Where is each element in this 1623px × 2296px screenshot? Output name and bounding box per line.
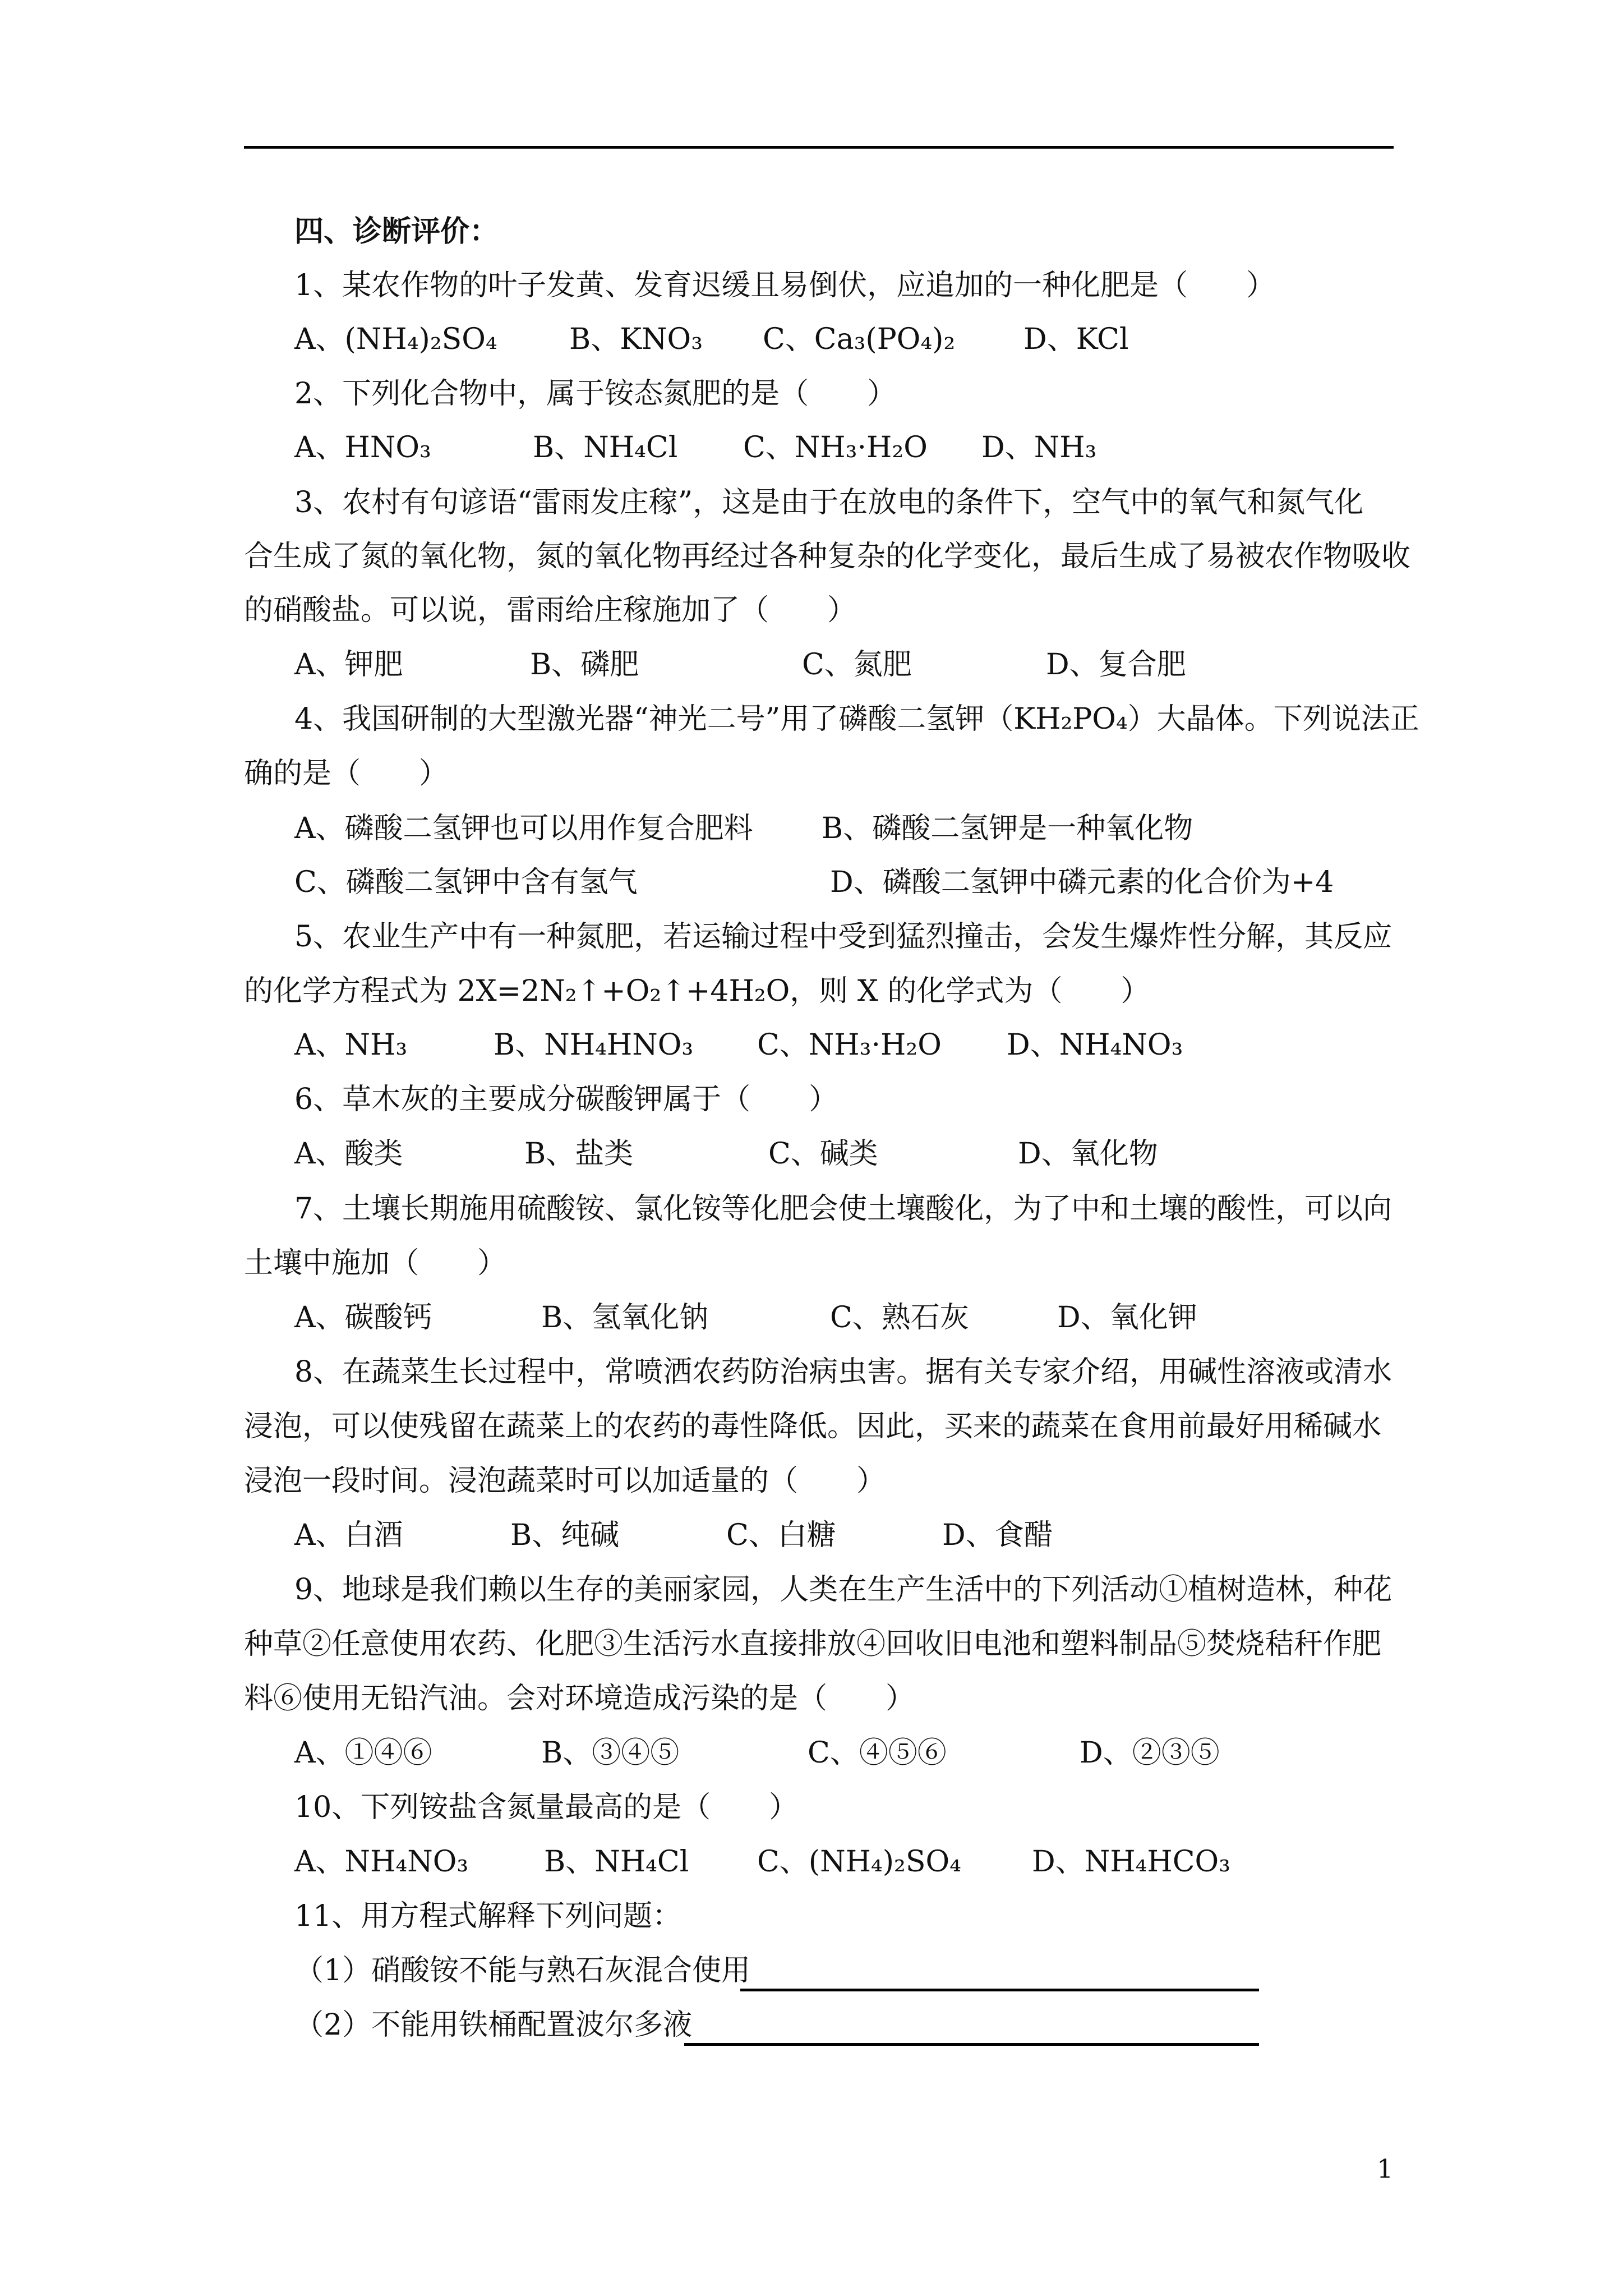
question-11-sub-item-2: （2）不能用铁桶配置波尔多液 [294,2008,693,2042]
question-9-options [294,1736,1360,1770]
question-11-answer-blank-2[interactable] [684,2043,1259,2046]
question-2-options [294,431,1360,464]
question-8-option-d: D、食醋 [942,1519,1053,1552]
question-11-sub-item-1: （1）硝酸铵不能与熟石灰混合使用 [294,1954,751,1987]
question-6-options [294,1137,1360,1171]
question-6-option-d: D、氧化物 [1018,1137,1158,1171]
question-5-option-b: B、NH₄HNO₃ [494,1028,694,1062]
question-8-text-line-3: 浸泡一段时间。浸泡蔬菜时可以加适量的（ ） [244,1464,886,1498]
question-9-option-a: A、①④⑥ [294,1736,432,1770]
question-3-text-line-3: 的硝酸盐。可以说，雷雨给庄稼施加了（ ） [244,593,857,627]
question-4-text-line-1: 4、我国研制的大型激光器“神光二号”用了磷酸二氢钾（KH₂PO₄）大晶体。下列说法正 [294,702,1419,736]
question-6-option-b: B、盐类 [524,1137,634,1171]
question-1-option-c: C、Ca₃(PO₄)₂ [763,323,956,356]
question-7-text-line-1: 7、土壤长期施用硫酸铵、氯化铵等化肥会使土壤酸化，为了中和土壤的酸性，可以向 [294,1192,1393,1226]
question-3-options [294,648,1360,682]
question-8-text-line-1: 8、在蔬菜生长过程中，常喷洒农药防治病虫害。据有关专家介绍，用碱性溶液或清水 [294,1355,1393,1389]
question-3-text-line-2: 合生成了氮的氧化物，氮的氧化物再经过各种复杂的化学变化，最后生成了易被农作物吸收 [244,540,1411,573]
header-rule [244,146,1394,149]
page-number: 1 [1377,2154,1394,2184]
question-4-options-row-1 [294,812,1360,845]
question-4-options-row-2 [294,866,1360,899]
question-8-option-a: A、白酒 [294,1519,403,1552]
question-2-text: 2、下列化合物中，属于铵态氮肥的是（ ） [294,377,897,411]
question-9-option-c: C、④⑤⑥ [808,1736,947,1770]
question-3-text-line-1: 3、农村有句谚语“雷雨发庄稼”，这是由于在放电的条件下，空气中的氧气和氮气化 [294,486,1364,519]
question-1-options [294,323,1360,356]
question-10-option-c: C、(NH₄)₂SO₄ [757,1845,962,1879]
question-11-answer-blank-1[interactable] [740,1989,1259,1991]
question-10-option-b: B、NH₄Cl [544,1845,689,1879]
question-10-option-d: D、NH₄HCO₃ [1032,1845,1230,1879]
question-5-option-d: D、NH₄NO₃ [1007,1028,1183,1062]
question-1-text: 1、某农作物的叶子发黄、发育迟缓且易倒伏，应追加的一种化肥是（ ） [294,269,1276,302]
question-10-text: 10、下列铵盐含氮量最高的是（ ） [294,1791,799,1824]
question-3-option-c: C、氮肥 [802,648,912,682]
question-9-option-d: D、②③⑤ [1080,1736,1220,1770]
question-10-option-a: A、NH₄NO₃ [294,1845,469,1879]
question-7-option-a: A、碳酸钙 [294,1301,432,1335]
question-2-option-a: A、HNO₃ [294,431,431,464]
question-1-option-a: A、(NH₄)₂SO₄ [294,323,497,356]
question-2-option-b: B、NH₄Cl [533,431,678,464]
question-8-option-b: B、纯碱 [510,1519,620,1552]
question-9-option-b: B、③④⑤ [541,1736,680,1770]
question-6-text: 6、草木灰的主要成分碳酸钾属于（ ） [294,1083,838,1116]
question-3-option-a: A、钾肥 [294,648,403,682]
question-7-option-c: C、熟石灰 [830,1301,969,1335]
question-10-options [294,1845,1360,1879]
question-8-option-c: C、白糖 [726,1519,836,1552]
question-11-text: 11、用方程式解释下列问题： [294,1899,682,1933]
question-1-option-d: D、KCl [1023,323,1129,356]
section-title: 四、诊断评价： [294,214,499,249]
question-4-option-c: C、磷酸二氢钾中含有氢气 [294,866,638,899]
question-3-option-b: B、磷肥 [530,648,639,682]
question-5-text-line-2: 的化学方程式为 2X=2N₂↑+O₂↑+4H₂O，则 X 的化学式为（ ） [244,974,1150,1008]
question-3-option-d: D、复合肥 [1046,648,1186,682]
question-8-options [294,1519,1360,1552]
question-5-options [294,1028,1360,1062]
question-2-option-d: D、NH₃ [981,431,1097,464]
question-4-text-line-2: 确的是（ ） [244,757,449,790]
question-7-option-b: B、氢氧化钠 [541,1301,709,1335]
question-9-text-line-3: 料⑥使用无铅汽油。会对环境造成污染的是（ ） [244,1682,915,1715]
question-9-text-line-1: 9、地球是我们赖以生存的美丽家园，人类在生产生活中的下列活动①植树造林，种花 [294,1573,1393,1607]
question-7-text-line-2: 土壤中施加（ ） [244,1246,507,1280]
question-1-option-b: B、KNO₃ [569,323,703,356]
question-9-text-line-2: 种草②任意使用农药、化肥③生活污水直接排放④回收旧电池和塑料制品⑤焚烧秸秆作肥 [244,1627,1382,1661]
question-8-text-line-2: 浸泡，可以使残留在蔬菜上的农药的毒性降低。因此，买来的蔬菜在食用前最好用稀碱水 [244,1410,1382,1443]
question-4-option-a: A、磷酸二氢钾也可以用作复合肥料 [294,812,753,845]
question-6-option-c: C、碱类 [768,1137,878,1171]
question-7-option-d: D、氧化钾 [1057,1301,1197,1335]
question-7-options [294,1301,1360,1335]
question-5-text-line-1: 5、农业生产中有一种氮肥，若运输过程中受到猛烈撞击，会发生爆炸性分解，其反应 [294,920,1393,954]
question-5-option-c: C、NH₃·H₂O [757,1028,942,1062]
question-4-option-b: B、磷酸二氢钾是一种氧化物 [822,812,1193,845]
question-6-option-a: A、酸类 [294,1137,403,1171]
question-4-option-d: D、磷酸二氢钾中磷元素的化合价为+4 [830,866,1334,899]
question-5-option-a: A、NH₃ [294,1028,408,1062]
question-2-option-c: C、NH₃·H₂O [743,431,928,464]
